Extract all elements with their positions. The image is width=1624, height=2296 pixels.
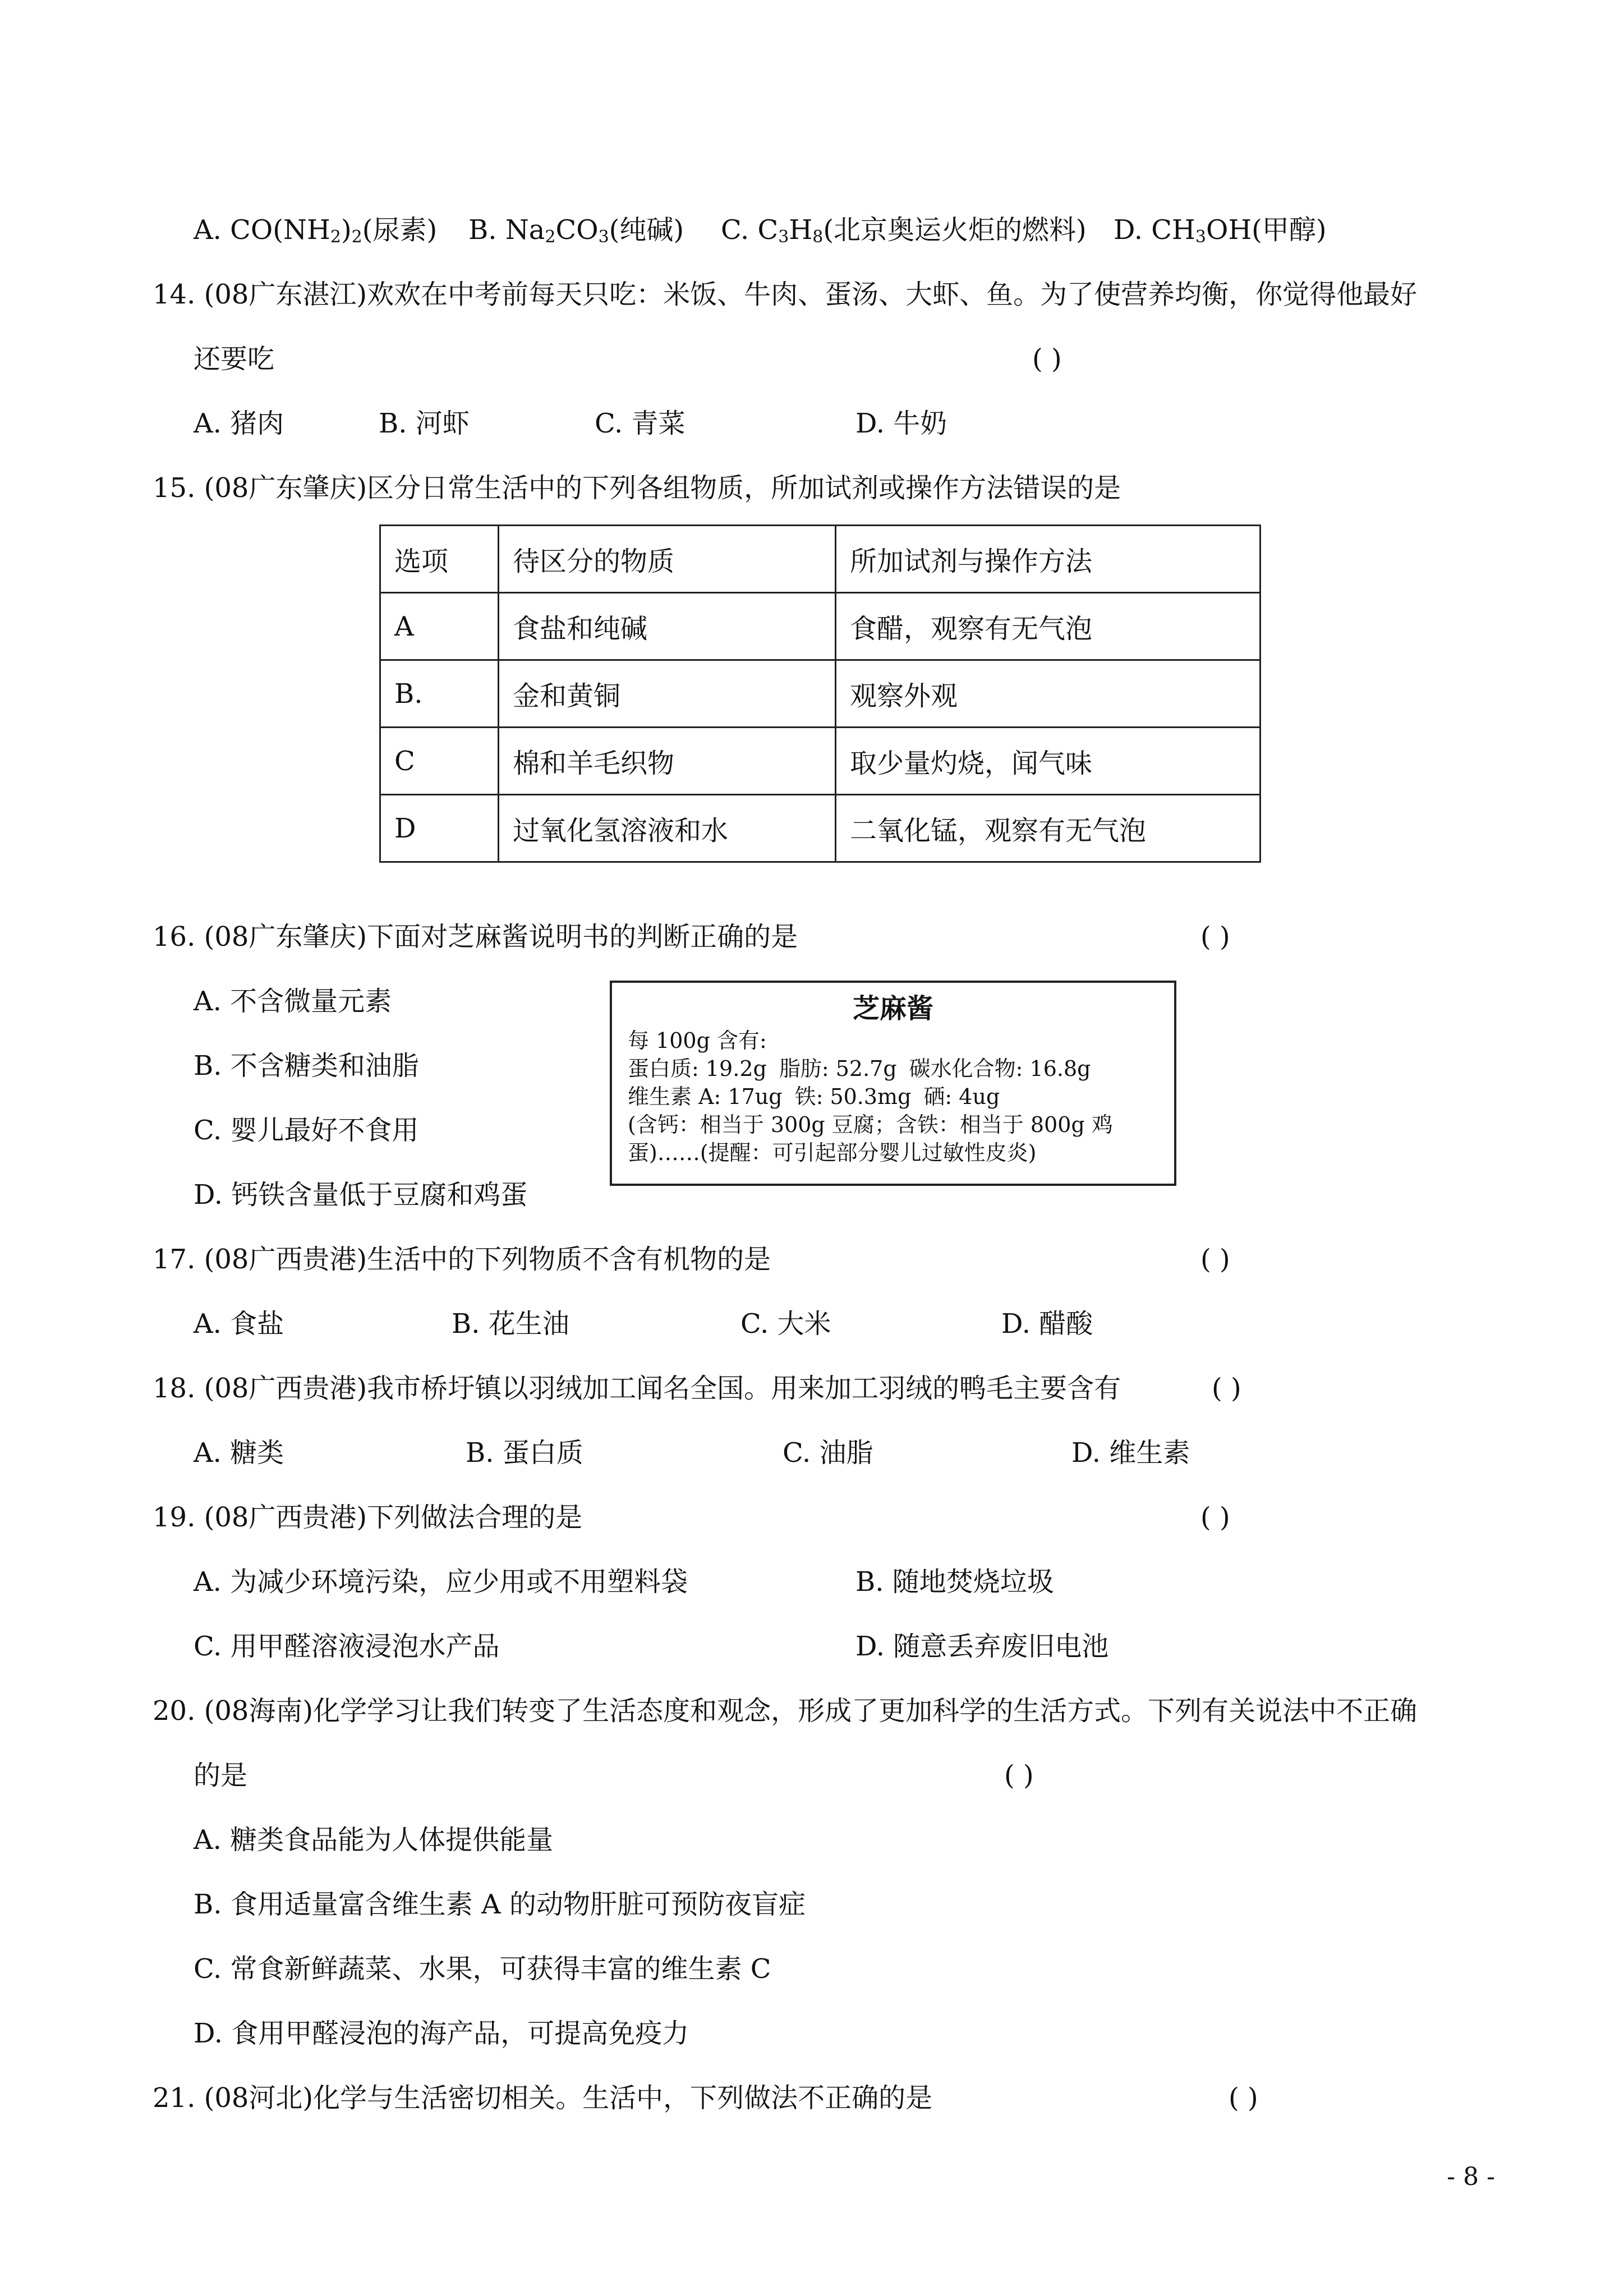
table-header-cell: 选项 xyxy=(380,526,499,593)
q16-option-a: A. 不含微量元素 xyxy=(194,986,392,1017)
q18-stem: 18. (08广西贵港)我市桥圩镇以羽绒加工闻名全国。用来加工羽绒的鸭毛主要含有 xyxy=(153,1373,1121,1404)
table-cell: 食醋，观察有无气泡 xyxy=(836,593,1260,660)
q20-stem-line1: 20. (08海南)化学学习让我们转变了生活态度和观念，形成了更加科学的生活方式。下列有关说法中不正确 xyxy=(153,1695,1418,1727)
q19-option-b: B. 随地焚烧垃圾 xyxy=(855,1566,1054,1598)
q14-option-b: B. 河虾 xyxy=(379,408,470,439)
q18-option-a: A. 糖类 xyxy=(194,1437,284,1469)
q15-stem: 15. (08广东肇庆)区分日常生活中的下列各组物质，所加试剂或操作方法错误的是 xyxy=(153,472,1121,504)
label-line: 蛋)……(提醒：可引起部分婴儿过敏性皮炎) xyxy=(628,1140,1037,1165)
table-cell: A xyxy=(380,593,499,660)
label-fat: 脂肪: 52.7g xyxy=(779,1056,897,1081)
table-cell: C xyxy=(380,728,499,795)
label-iron: 铁: 50.3mg xyxy=(794,1084,912,1109)
label-selenium: 硒: 4ug xyxy=(923,1084,1000,1109)
table-row xyxy=(380,593,1260,660)
q15-table xyxy=(379,524,1261,863)
q18-option-d: D. 维生素 xyxy=(1071,1437,1190,1469)
table-header-cell: 待区分的物质 xyxy=(499,526,836,593)
label-line: 每 100g 含有: xyxy=(628,1028,767,1053)
q13-option-a: A. $CO(NH_2)_2$(尿素) xyxy=(194,214,438,247)
q20-option-a: A. 糖类食品能为人体提供能量 xyxy=(194,1824,554,1856)
q16-stem: 16. (08广东肇庆)下面对芝麻酱说明书的判断正确的是 xyxy=(153,921,798,953)
q17-answer-paren: ( ) xyxy=(1200,1244,1230,1275)
table-cell: 金和黄铜 xyxy=(499,660,836,728)
q17-option-a: A. 食盐 xyxy=(194,1308,284,1340)
page-number: - 8 - xyxy=(1447,2162,1495,2191)
table-header-cell: 所加试剂与操作方法 xyxy=(836,526,1260,593)
table-cell: B. xyxy=(380,660,499,728)
table-row xyxy=(380,795,1260,862)
label-line xyxy=(628,1055,1158,1083)
q14-option-c: C. 青菜 xyxy=(595,408,686,439)
q17-option-c: C. 大米 xyxy=(740,1308,831,1340)
q17-option-d: D. 醋酸 xyxy=(1001,1308,1093,1340)
q19-option-d: D. 随意丢弃废旧电池 xyxy=(855,1631,1109,1662)
q13-option-c: C. $C_3H_8$(北京奥运火炬的燃料) xyxy=(721,214,1087,247)
q18-option-c: C. 油脂 xyxy=(783,1437,873,1469)
q21-answer-paren: ( ) xyxy=(1229,2082,1258,2114)
q20-option-b: B. 食用适量富含维生素 A 的动物肝脏可预防夜盲症 xyxy=(194,1889,806,1920)
q16-option-b: B. 不含糖类和油脂 xyxy=(194,1050,419,1082)
table-cell: 二氧化锰，观察有无气泡 xyxy=(836,795,1260,862)
table-cell: 棉和羊毛织物 xyxy=(499,728,836,795)
q19-answer-paren: ( ) xyxy=(1200,1502,1230,1533)
q18-answer-paren: ( ) xyxy=(1212,1373,1241,1404)
q20-option-c: C. 常食新鲜蔬菜、水果，可获得丰富的维生素 C xyxy=(194,1953,771,1985)
q16-option-c: C. 婴儿最好不食用 xyxy=(194,1115,419,1146)
q16-option-d: D. 钙铁含量低于豆腐和鸡蛋 xyxy=(194,1179,528,1211)
label-protein: 蛋白质: 19.2g xyxy=(628,1056,767,1081)
table-header-row xyxy=(380,526,1260,593)
q20-stem-line2: 的是 xyxy=(194,1760,248,1791)
table-cell: 取少量灼烧，闻气味 xyxy=(836,728,1260,795)
q14-stem-line1: 14. (08广东湛江)欢欢在中考前每天只吃：米饭、牛肉、蛋汤、大虾、鱼。为了使营养均衡，你觉得他最好 xyxy=(153,279,1418,310)
table-cell: 观察外观 xyxy=(836,660,1260,728)
table-cell: D xyxy=(380,795,499,862)
label-carbs: 碳水化合物: 16.8g xyxy=(909,1056,1091,1081)
q19-stem: 19. (08广西贵港)下列做法合理的是 xyxy=(153,1502,583,1533)
q20-answer-paren: ( ) xyxy=(1004,1760,1034,1791)
table-row xyxy=(380,660,1260,728)
q17-option-b: B. 花生油 xyxy=(452,1308,569,1340)
q14-option-a: A. 猪肉 xyxy=(194,408,284,439)
q14-option-d: D. 牛奶 xyxy=(855,408,947,439)
q19-option-a: A. 为减少环境污染，应少用或不用塑料袋 xyxy=(194,1566,688,1598)
q20-option-d: D. 食用甲醛浸泡的海产品，可提高免疫力 xyxy=(194,2018,689,2049)
label-line: (含钙：相当于 300g 豆腐；含铁：相当于 800g 鸡 xyxy=(628,1112,1113,1137)
table-cell: 食盐和纯碱 xyxy=(499,593,836,660)
q13-option-b: B. $Na_2CO_3$(纯碱) xyxy=(468,214,684,247)
table-cell: 过氧化氢溶液和水 xyxy=(499,795,836,862)
q13-option-d: D. $CH_3OH$(甲醇) xyxy=(1114,214,1327,247)
label-title: 芝麻酱 xyxy=(852,993,933,1024)
q17-stem: 17. (08广西贵港)生活中的下列物质不含有机物的是 xyxy=(153,1244,771,1275)
q14-stem-line2: 还要吃 xyxy=(194,343,275,375)
q19-option-c: C. 用甲醛溶液浸泡水产品 xyxy=(194,1631,500,1662)
q21-stem: 21. (08河北)化学与生活密切相关。生活中，下列做法不正确的是 xyxy=(153,2082,933,2114)
q18-option-b: B. 蛋白质 xyxy=(466,1437,583,1469)
label-line xyxy=(628,1083,1158,1111)
label-vitamin-a: 维生素 A: 17ug xyxy=(628,1084,783,1109)
table-row xyxy=(380,728,1260,795)
sesame-paste-label xyxy=(610,981,1176,1186)
q16-answer-paren: ( ) xyxy=(1200,921,1230,953)
q14-answer-paren: ( ) xyxy=(1032,343,1062,375)
